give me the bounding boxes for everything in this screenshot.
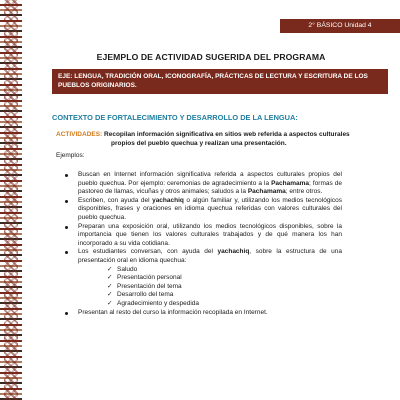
checklist-label: Saludo	[117, 265, 138, 273]
bullet-item	[78, 248, 342, 308]
border-pattern	[4, 0, 18, 400]
bullet-item	[78, 223, 342, 249]
check-icon: ✓	[107, 291, 113, 299]
grade-unit-badge: 2° BÁSICO Unidad 4	[280, 19, 400, 33]
bullet-emphasis: Pachamama	[247, 188, 286, 196]
bullet-text: o algún familiar y, utilizando los medios tecnológicos disponibles, frases y oraciones en idioma quechua referidas con valores culturales del pueblo quechua.	[78, 196, 342, 221]
bullet-emphasis: yachachiq	[152, 196, 184, 204]
activity-block	[56, 131, 350, 148]
bullet-text: ; formas de pastoreo de llamas, vicuñas y otros animales; saludos a la	[78, 179, 342, 196]
checklist-item	[107, 282, 342, 292]
bullet-text: Preparan una exposición oral, utilizando los medios tecnológicos disponibles, sobre la importancia que tienen los valores culturales trabajados y de qué manera los han incorporado a su vida cotidiana.	[78, 222, 342, 247]
bullet-text: Presentan al resto del curso la información recopilada en Internet.	[78, 308, 268, 316]
checklist-label: Desarrollo del tema	[117, 291, 174, 299]
bullet-text: Escriben, con ayuda del	[78, 196, 153, 204]
page-title: EJEMPLO DE ACTIVIDAD SUGERIDA DEL PROGRAMA	[96, 52, 326, 62]
bullet-item	[78, 171, 342, 197]
bullet-text: ; entre otros.	[285, 188, 323, 196]
checklist-label: Presentación del tema	[117, 282, 182, 290]
activity-label: ACTIVIDADES:	[56, 131, 103, 138]
bullet-text: Los estudiantes conversan, con ayuda del	[78, 248, 218, 256]
bullet-text: Buscan en Internet información significativa referida a aspectos culturales propios del pueblo quechua. Por ejemplo: ceremonias de agradecimiento a la	[78, 171, 342, 187]
eje-banner: EJE: LENGUA, TRADICIÓN ORAL, ICONOGRAFÍA, PRÁCTICAS DE LECTURA Y ESCRITURA DE LOS PUEBLOS ORIGINARIOS.	[52, 69, 388, 94]
bullet-emphasis: yachachiq	[217, 248, 250, 256]
bullet-item	[78, 197, 342, 223]
activity-text	[56, 131, 350, 148]
check-icon: ✓	[107, 274, 113, 282]
checklist-item	[107, 265, 342, 275]
bullet-list	[78, 171, 342, 317]
bullet-text: , sobre la estructura de una presentación oral en idioma quechua:	[78, 248, 342, 264]
checklist-item	[107, 274, 342, 283]
checklist-item	[107, 299, 342, 309]
checklist	[107, 265, 342, 309]
bullet-emphasis: Pachamama	[271, 179, 310, 187]
examples-label: Ejemplos:	[56, 152, 85, 159]
section-heading: CONTEXTO DE FORTALECIMIENTO Y DESARROLLO DE LA LENGUA:	[52, 113, 298, 122]
checklist-item	[107, 291, 342, 300]
check-icon: ✓	[107, 282, 113, 290]
checklist-label: Agradecimiento y despedida	[117, 299, 200, 307]
checklist-label: Presentación personal	[117, 274, 182, 282]
bullet-item	[78, 309, 342, 318]
check-icon: ✓	[107, 265, 113, 273]
activity-description: Recopilan información significativa en sitios web referida a aspectos culturales propios del pueblo quechua y realizan una presentación.	[102, 131, 350, 147]
decorative-border	[0, 0, 22, 400]
check-icon: ✓	[107, 299, 113, 307]
